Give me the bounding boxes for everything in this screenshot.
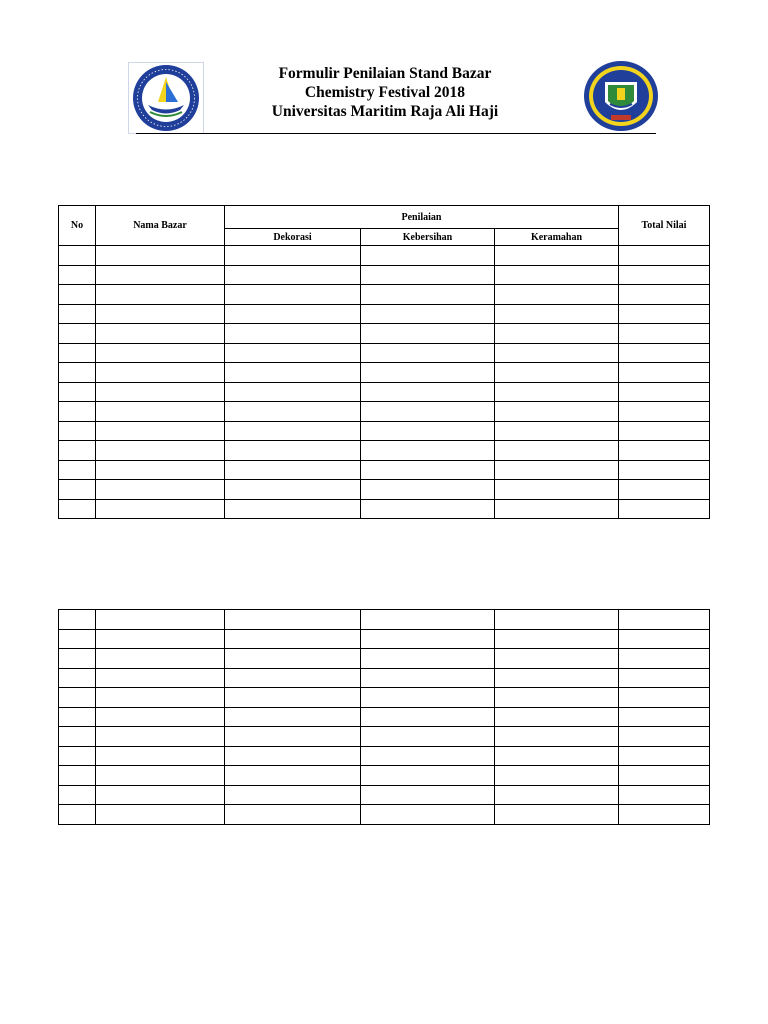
- cell-keramahan[interactable]: [495, 441, 619, 461]
- cell-dekorasi[interactable]: [225, 363, 361, 383]
- cell-kebersihan[interactable]: [361, 285, 495, 305]
- table-row: [59, 649, 710, 669]
- cell-kebersihan[interactable]: [361, 610, 495, 630]
- cell-no[interactable]: [59, 668, 96, 688]
- cell-dekorasi[interactable]: [225, 460, 361, 480]
- table-row: [59, 402, 710, 422]
- cell-dekorasi[interactable]: [225, 265, 361, 285]
- cell-nama-bazar[interactable]: [96, 746, 225, 766]
- cell-dekorasi[interactable]: [225, 766, 361, 786]
- cell-nama-bazar[interactable]: [96, 727, 225, 747]
- header-divider: [136, 133, 656, 134]
- cell-nama-bazar[interactable]: [96, 285, 225, 305]
- cell-kebersihan[interactable]: [361, 766, 495, 786]
- title-line-2: Chemistry Festival 2018: [304, 84, 466, 101]
- cell-total-nilai[interactable]: [619, 649, 710, 669]
- cell-dekorasi[interactable]: [225, 304, 361, 324]
- cell-nama-bazar[interactable]: [96, 265, 225, 285]
- cell-nama-bazar[interactable]: [96, 629, 225, 649]
- table-row: [59, 246, 710, 266]
- cell-dekorasi[interactable]: [225, 649, 361, 669]
- cell-total-nilai[interactable]: [619, 727, 710, 747]
- cell-keramahan[interactable]: [495, 707, 619, 727]
- cell-total-nilai[interactable]: [619, 324, 710, 344]
- column-header-total-nilai: Total Nilai: [619, 206, 710, 246]
- cell-keramahan[interactable]: [495, 265, 619, 285]
- table-row: [59, 785, 710, 805]
- table-row: [59, 727, 710, 747]
- cell-total-nilai[interactable]: [619, 688, 710, 708]
- table-row: [59, 460, 710, 480]
- cell-dekorasi[interactable]: [225, 610, 361, 630]
- university-crest-icon: [583, 60, 659, 132]
- scoring-table: [58, 205, 710, 519]
- cell-total-nilai[interactable]: [619, 441, 710, 461]
- cell-kebersihan[interactable]: [361, 499, 495, 519]
- cell-dekorasi[interactable]: [225, 668, 361, 688]
- cell-no[interactable]: [59, 746, 96, 766]
- table-row: [59, 363, 710, 383]
- cell-kebersihan[interactable]: [361, 480, 495, 500]
- table-row: [59, 668, 710, 688]
- cell-nama-bazar[interactable]: [96, 343, 225, 363]
- cell-no[interactable]: [59, 460, 96, 480]
- cell-kebersihan[interactable]: [361, 727, 495, 747]
- cell-dekorasi[interactable]: [225, 629, 361, 649]
- column-header-dekorasi: Dekorasi: [225, 229, 361, 246]
- table-row: [59, 805, 710, 825]
- cell-no[interactable]: [59, 610, 96, 630]
- cell-nama-bazar[interactable]: [96, 766, 225, 786]
- cell-dekorasi[interactable]: [225, 441, 361, 461]
- cell-nama-bazar[interactable]: [96, 246, 225, 266]
- cell-dekorasi[interactable]: [225, 324, 361, 344]
- table-row: [59, 441, 710, 461]
- cell-total-nilai[interactable]: [619, 499, 710, 519]
- cell-total-nilai[interactable]: [619, 668, 710, 688]
- cell-nama-bazar[interactable]: [96, 499, 225, 519]
- cell-no[interactable]: [59, 441, 96, 461]
- cell-nama-bazar[interactable]: [96, 785, 225, 805]
- cell-dekorasi[interactable]: [225, 746, 361, 766]
- cell-dekorasi[interactable]: [225, 402, 361, 422]
- cell-nama-bazar[interactable]: [96, 402, 225, 422]
- cell-kebersihan[interactable]: [361, 441, 495, 461]
- column-header-nama-bazar: Nama Bazar: [96, 206, 225, 246]
- scoring-table-continued-body: [59, 610, 710, 825]
- table-row: [59, 766, 710, 786]
- cell-no[interactable]: [59, 343, 96, 363]
- cell-no[interactable]: [59, 324, 96, 344]
- cell-no[interactable]: [59, 382, 96, 402]
- cell-no[interactable]: [59, 766, 96, 786]
- form-title: [230, 64, 540, 121]
- cell-nama-bazar[interactable]: [96, 460, 225, 480]
- column-header-penilaian: Penilaian: [225, 206, 619, 229]
- cell-keramahan[interactable]: [495, 480, 619, 500]
- cell-no[interactable]: [59, 499, 96, 519]
- cell-keramahan[interactable]: [495, 285, 619, 305]
- cell-dekorasi[interactable]: [225, 285, 361, 305]
- cell-dekorasi[interactable]: [225, 785, 361, 805]
- cell-no[interactable]: [59, 649, 96, 669]
- cell-total-nilai[interactable]: [619, 629, 710, 649]
- cell-nama-bazar[interactable]: [96, 382, 225, 402]
- cell-no[interactable]: [59, 402, 96, 422]
- table-row: [59, 343, 710, 363]
- cell-keramahan[interactable]: [495, 460, 619, 480]
- cell-keramahan[interactable]: [495, 421, 619, 441]
- cell-dekorasi[interactable]: [225, 499, 361, 519]
- ship-emblem-icon: [128, 62, 204, 134]
- cell-kebersihan[interactable]: [361, 707, 495, 727]
- cell-kebersihan[interactable]: [361, 629, 495, 649]
- cell-keramahan[interactable]: [495, 766, 619, 786]
- cell-keramahan[interactable]: [495, 610, 619, 630]
- cell-nama-bazar[interactable]: [96, 649, 225, 669]
- cell-no[interactable]: [59, 246, 96, 266]
- cell-no[interactable]: [59, 688, 96, 708]
- cell-dekorasi[interactable]: [225, 805, 361, 825]
- cell-total-nilai[interactable]: [619, 805, 710, 825]
- table-row: [59, 480, 710, 500]
- cell-total-nilai[interactable]: [619, 707, 710, 727]
- cell-nama-bazar[interactable]: [96, 421, 225, 441]
- cell-keramahan[interactable]: [495, 304, 619, 324]
- table-row: [59, 499, 710, 519]
- cell-no[interactable]: [59, 304, 96, 324]
- cell-kebersihan[interactable]: [361, 421, 495, 441]
- cell-keramahan[interactable]: [495, 499, 619, 519]
- cell-kebersihan[interactable]: [361, 688, 495, 708]
- cell-total-nilai[interactable]: [619, 421, 710, 441]
- cell-dekorasi[interactable]: [225, 343, 361, 363]
- cell-dekorasi[interactable]: [225, 688, 361, 708]
- cell-total-nilai[interactable]: [619, 402, 710, 422]
- cell-kebersihan[interactable]: [361, 382, 495, 402]
- cell-total-nilai[interactable]: [619, 785, 710, 805]
- table-row: [59, 265, 710, 285]
- cell-no[interactable]: [59, 285, 96, 305]
- cell-nama-bazar[interactable]: [96, 805, 225, 825]
- table-row: [59, 382, 710, 402]
- cell-keramahan[interactable]: [495, 746, 619, 766]
- cell-no[interactable]: [59, 805, 96, 825]
- cell-no[interactable]: [59, 707, 96, 727]
- column-header-no: No: [59, 206, 96, 246]
- cell-nama-bazar[interactable]: [96, 304, 225, 324]
- cell-keramahan[interactable]: [495, 246, 619, 266]
- right-logo: [583, 60, 659, 132]
- cell-kebersihan[interactable]: [361, 246, 495, 266]
- cell-no[interactable]: [59, 480, 96, 500]
- table-row: [59, 688, 710, 708]
- cell-total-nilai[interactable]: [619, 460, 710, 480]
- cell-total-nilai[interactable]: [619, 285, 710, 305]
- cell-nama-bazar[interactable]: [96, 441, 225, 461]
- cell-keramahan[interactable]: [495, 382, 619, 402]
- cell-nama-bazar[interactable]: [96, 480, 225, 500]
- title-line-1: Formulir Penilaian Stand Bazar: [278, 65, 492, 82]
- table-row: [59, 746, 710, 766]
- cell-keramahan[interactable]: [495, 363, 619, 383]
- cell-dekorasi[interactable]: [225, 246, 361, 266]
- cell-kebersihan[interactable]: [361, 805, 495, 825]
- cell-kebersihan[interactable]: [361, 668, 495, 688]
- cell-total-nilai[interactable]: [619, 246, 710, 266]
- cell-dekorasi[interactable]: [225, 382, 361, 402]
- table-row: [59, 629, 710, 649]
- cell-kebersihan[interactable]: [361, 324, 495, 344]
- cell-keramahan[interactable]: [495, 324, 619, 344]
- cell-keramahan[interactable]: [495, 785, 619, 805]
- cell-no[interactable]: [59, 785, 96, 805]
- cell-nama-bazar[interactable]: [96, 324, 225, 344]
- cell-dekorasi[interactable]: [225, 480, 361, 500]
- cell-dekorasi[interactable]: [225, 421, 361, 441]
- left-logo: [128, 62, 204, 134]
- table-row: [59, 421, 710, 441]
- cell-total-nilai[interactable]: [619, 265, 710, 285]
- table-row: [59, 610, 710, 630]
- cell-nama-bazar[interactable]: [96, 668, 225, 688]
- table-row: [59, 285, 710, 305]
- column-header-kebersihan: Kebersihan: [361, 229, 495, 246]
- title-line-3: Universitas Maritim Raja Ali Haji: [271, 103, 499, 120]
- cell-no[interactable]: [59, 629, 96, 649]
- cell-keramahan[interactable]: [495, 727, 619, 747]
- cell-dekorasi[interactable]: [225, 707, 361, 727]
- cell-total-nilai[interactable]: [619, 343, 710, 363]
- cell-dekorasi[interactable]: [225, 727, 361, 747]
- cell-total-nilai[interactable]: [619, 610, 710, 630]
- cell-kebersihan[interactable]: [361, 460, 495, 480]
- cell-no[interactable]: [59, 265, 96, 285]
- cell-no[interactable]: [59, 421, 96, 441]
- cell-total-nilai[interactable]: [619, 746, 710, 766]
- table-row: [59, 707, 710, 727]
- cell-keramahan[interactable]: [495, 688, 619, 708]
- cell-total-nilai[interactable]: [619, 382, 710, 402]
- cell-kebersihan[interactable]: [361, 746, 495, 766]
- cell-kebersihan[interactable]: [361, 343, 495, 363]
- cell-kebersihan[interactable]: [361, 363, 495, 383]
- cell-no[interactable]: [59, 727, 96, 747]
- cell-kebersihan[interactable]: [361, 649, 495, 669]
- cell-kebersihan[interactable]: [361, 265, 495, 285]
- scoring-table-body: [59, 246, 710, 519]
- cell-nama-bazar[interactable]: [96, 610, 225, 630]
- table-row: [59, 304, 710, 324]
- cell-total-nilai[interactable]: [619, 766, 710, 786]
- cell-no[interactable]: [59, 363, 96, 383]
- cell-total-nilai[interactable]: [619, 304, 710, 324]
- cell-keramahan[interactable]: [495, 805, 619, 825]
- cell-total-nilai[interactable]: [619, 363, 710, 383]
- cell-keramahan[interactable]: [495, 629, 619, 649]
- cell-total-nilai[interactable]: [619, 480, 710, 500]
- cell-kebersihan[interactable]: [361, 402, 495, 422]
- table-row: [59, 324, 710, 344]
- cell-kebersihan[interactable]: [361, 785, 495, 805]
- cell-keramahan[interactable]: [495, 343, 619, 363]
- cell-kebersihan[interactable]: [361, 304, 495, 324]
- cell-nama-bazar[interactable]: [96, 688, 225, 708]
- scoring-table-continued: [58, 609, 710, 825]
- column-header-keramahan: Keramahan: [495, 229, 619, 246]
- cell-keramahan[interactable]: [495, 649, 619, 669]
- cell-nama-bazar[interactable]: [96, 707, 225, 727]
- cell-nama-bazar[interactable]: [96, 363, 225, 383]
- cell-keramahan[interactable]: [495, 668, 619, 688]
- cell-keramahan[interactable]: [495, 402, 619, 422]
